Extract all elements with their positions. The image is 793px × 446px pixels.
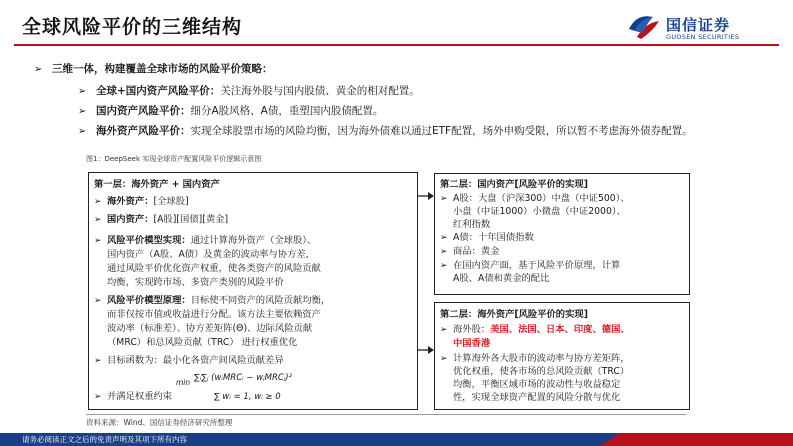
bullet-label: 全球+国内资产风险平价：	[96, 85, 221, 97]
bullet-marker: ➢	[78, 106, 87, 117]
domestic-line: ➢ 在国内资产面，基于风险平价原理，计算	[440, 260, 621, 271]
model-principle-line: ➢ 风险平价模型原理：目标使不同资产的风险贡献均衡，	[94, 295, 331, 306]
constraint-line: ➢ 并满足权重约束	[94, 391, 173, 402]
domestic-line: A股、A债和黄金的配比	[453, 273, 550, 284]
layer2-domestic-title: 第二层：国内资产[风险平价的实现]	[440, 179, 588, 190]
domestic-assets-value: [A股][国债][黄金]	[153, 214, 229, 225]
formula-expression: ∑ᵢ∑ⱼ (wᵢMRCᵢ − wⱼMRCⱼ)²	[194, 373, 292, 383]
bullet-global-domestic	[78, 84, 420, 99]
bullet-marker: ➢	[78, 86, 87, 97]
domestic-line: 红利指数	[453, 219, 491, 230]
principle-line: 目标使不同资产的风险贡献均衡，	[190, 295, 331, 306]
principle-line: 波动率（标准差）、协方差矩阵(Θ)、边际风险贡献	[107, 323, 313, 334]
model-line: 通过计算海外资产（全球股）、	[190, 235, 317, 246]
overseas-line: 性，实现全球资产配置的风险分散与优化	[453, 392, 621, 403]
overseas-stocks-line: ➢ 海外股：美国、法国、日本、印度、德国、	[440, 324, 630, 335]
layer2-overseas-title: 第二层：海外资产[风险平价的实现]	[440, 309, 588, 320]
page-title: 全球风险平价的三维结构	[22, 16, 243, 38]
bullet-text: 实现全球股票市场的风险均衡，因为海外债难以通过ETF配置，场外申购受限，所以暂不考虑海外债券配置。	[190, 125, 693, 137]
footer-accent	[600, 433, 793, 446]
domestic-assets-line: ➢ 国内资产：[A股][国债][黄金]	[94, 214, 229, 225]
overseas-line: ➢ 计算海外各大股市的波动率与协方差矩阵，	[440, 353, 630, 364]
bullet-marker: ➢	[34, 64, 43, 75]
objective-line: ➢ 目标函数为：最小化各资产间风险贡献差异	[94, 355, 284, 366]
guosen-logo-icon	[627, 11, 661, 41]
overseas-stocks-label: 海外股：	[453, 324, 491, 335]
formula-condition: ∑ wᵢ = 1, wᵢ ≥ 0	[214, 392, 281, 402]
logo-english-name: GUOSEN SECURITIES	[666, 33, 740, 41]
model-line: 国内资产（A股、A债）及黄金的波动率与协方差，	[107, 249, 315, 260]
bullet-text: 细分A股风格、A债，重塑国内股债配置。	[190, 105, 384, 117]
overseas-line: 优化权重，使各市场的总风险贡献（TRC）	[453, 366, 630, 377]
bullet-main	[34, 62, 273, 77]
bullet-main-text: 三维一体，构建覆盖全球市场的风险平价策略：	[52, 63, 273, 75]
overseas-line: 均衡，平衡区域市场的波动性与收益稳定	[453, 379, 621, 390]
bullet-domestic	[78, 104, 383, 119]
logo-chinese-name: 国信证券	[666, 16, 731, 34]
bullet-marker: ➢	[78, 126, 87, 137]
model-line: 均衡，实现跨市场、多资产类别的风险平价	[107, 277, 284, 288]
model-principle-label: 风险平价模型原理：	[107, 295, 191, 306]
bullet-label: 海外资产风险平价：	[96, 125, 191, 137]
objective-text: 目标函数为：最小化各资产间风险贡献差异	[107, 355, 284, 366]
domestic-line: 小盘（中证1000）小微盘（中证2000）、	[453, 206, 626, 217]
title-divider	[14, 44, 779, 46]
model-line: 通过风险平价优化资产权重，使各类资产的风险贡献	[107, 263, 321, 274]
formula-min: min	[176, 378, 191, 387]
domestic-line: ➢ A股：大盘（沪深300）中盘（中证500）、	[440, 193, 630, 204]
figure-caption: 图1：DeepSeek 实现全球资产配置风险平价逻辑示意图	[86, 155, 262, 163]
overseas-markets-highlight: 中国香港	[453, 338, 491, 349]
source-divider	[86, 414, 686, 415]
bullet-label: 国内资产风险平价：	[96, 105, 191, 117]
overseas-markets-highlight: 美国、法国、日本、印度、德国、	[490, 324, 630, 335]
footer-disclaimer: 请务必阅读正文之后的免责声明及其项下所有内容	[22, 435, 187, 444]
connector-arrows	[418, 190, 434, 360]
principle-line: 而非仅按市值或收益进行分配。该方法主要依赖资产	[107, 309, 321, 320]
figure-source: 资料来源：Wind、国信证券经济研究所整理	[86, 418, 233, 427]
overseas-assets-value: [全球股]	[153, 196, 189, 207]
domestic-line: ➢ A债：十年国债指数	[440, 232, 534, 243]
layer1-title: 第一层：海外资产 + 国内资产	[94, 179, 220, 190]
principle-line: （MRC）和总风险贡献（TRC） 进行权重优化	[107, 337, 298, 348]
bullet-text: 关注海外股与国内股债、黄金的相对配置。	[220, 85, 420, 97]
overseas-assets-label: 海外资产：	[107, 196, 154, 207]
overseas-assets-line: ➢ 海外资产：[全球股]	[94, 196, 189, 207]
model-implementation-line: ➢ 风险平价模型实现：通过计算海外资产（全球股）、	[94, 235, 317, 246]
constraint-text: 并满足权重约束	[107, 391, 173, 402]
bullet-overseas	[78, 124, 693, 139]
guosen-logo	[627, 11, 787, 45]
domestic-line: ➢ 商品：黄金	[440, 246, 500, 257]
domestic-assets-label: 国内资产：	[107, 214, 154, 225]
model-implementation-label: 风险平价模型实现：	[107, 235, 191, 246]
